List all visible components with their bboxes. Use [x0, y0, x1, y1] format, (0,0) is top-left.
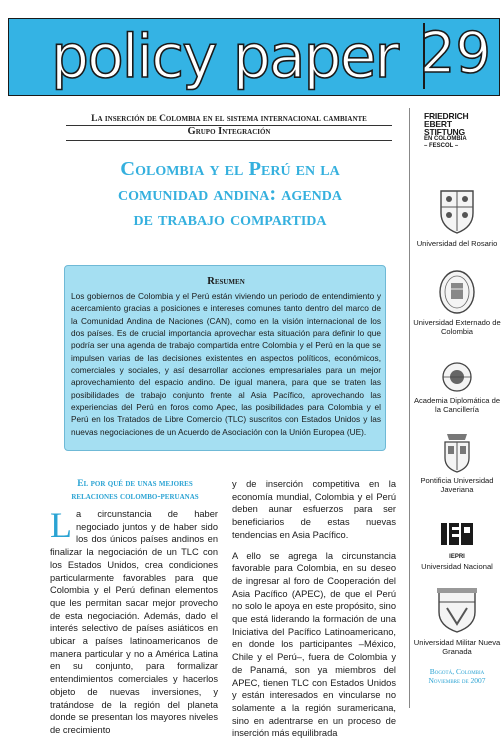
institution-javeriana	[412, 430, 502, 494]
fes-line-3: STIFTUNG	[424, 127, 465, 137]
fes-line-2: EBERT	[424, 119, 452, 129]
institution-militar	[412, 586, 502, 656]
date-month-year: Noviembre de 2007	[428, 676, 486, 685]
institution-label: Universidad Nacional	[421, 562, 493, 571]
left-column	[50, 505, 218, 737]
fes-line-1: FRIEDRICH	[424, 111, 469, 121]
iepri-text: IEPRI	[449, 554, 465, 560]
institution-label: Universidad Militar Nueva Granada	[413, 638, 501, 656]
policy-paper-banner	[8, 18, 500, 96]
section-heading	[60, 478, 210, 504]
institution-nacional	[412, 519, 502, 571]
drop-cap: L	[50, 505, 72, 545]
javeriana-crest-icon	[435, 430, 479, 474]
right-paragraph-1: y de inserción competitiva en la economía mundial, Colombia y el Perú deben aunar esfuerzos para ser beneficiarios de estas nuevas tendencias en Asia Pacífico.	[232, 479, 396, 540]
publication-date	[414, 667, 500, 685]
section-heading-line-1: El por qué de unas mejores	[77, 479, 193, 489]
group-name: Grupo Integración	[187, 126, 271, 137]
institution-label: Universidad del Rosario	[416, 239, 498, 248]
fes-sub-2: – FESCOL –	[424, 143, 459, 149]
summary-box	[64, 265, 386, 451]
section-heading-line-2: relaciones colombo-peruanas	[71, 492, 199, 502]
date-place: Bogotá, Colombia	[429, 667, 485, 676]
institution-label: Academia Diplomática de la Cancillería	[413, 396, 501, 414]
summary-heading: Resumen	[207, 276, 245, 287]
institution-label: Pontificia Universidad Javeriana	[420, 476, 494, 494]
document-title	[62, 157, 398, 232]
institution-externado	[412, 268, 502, 336]
fes-sub-1: EN COLOMBIA	[424, 136, 467, 142]
issue-number: 29	[419, 21, 491, 86]
institution-rosario	[412, 185, 502, 248]
institution-label: Universidad Externado de Colombia	[413, 318, 501, 336]
title-line-1: Colombia y el Perú en la	[120, 158, 340, 180]
militar-shield-icon	[433, 586, 481, 636]
header-divider-bottom	[66, 140, 392, 141]
title-line-2: comunidad andina: agenda	[118, 183, 342, 205]
academia-crest-icon	[435, 360, 479, 394]
iepri-logo-icon	[435, 519, 479, 553]
right-paragraph-2: A ello se agrega la circunstancia favorable para Colombia, en su deseo de ingresar al foro de Cooperación del Asia Pacífico (APEC), de que el Perú no solo le apoya en este propósito, sino que está liderando la formación de una Iniciativa del Pacífico Latinoamericano, en donde los participantes –México, Chile y el Perú–, fuera de Colombia y de Panamá, son ya miembros del APEC, tienen TLC con Estados Unidos y están interesados en vincularse no solamente a la región suramericana, sino en adentrarse en un proceso de inserción más equilibrada	[232, 550, 396, 739]
title-line-3: de trabajo compartida	[133, 208, 327, 230]
left-column-text: a circunstancia de haber negociado juntos y de haber sido los dos únicos países andinos en finalizar la negociación de un TLC con los Estados Unidos, crea condiciones particularmente favorables para que Colombia y el Perú definan elementos que les permitan sacar mejor provecho de esta negociación. Además, dado el interés selectivo de países asiáticos en ubicar a países latinoamericanos de manera particular y no a América Latina en su conjunto, para formalizar entendimientos comerciales y hacerlos objeto de nuevas inversiones, y tratándose de la región del planeta donde se presentan los mayores niveles de crecimiento	[50, 509, 218, 735]
series-line: La inserción de Colombia en el sistema internacional cambiante	[91, 114, 367, 124]
right-column	[232, 478, 396, 740]
externado-seal-icon	[435, 268, 479, 316]
institution-academia	[412, 360, 502, 414]
sidebar-divider	[409, 108, 410, 708]
fes-logo	[424, 112, 494, 150]
rosario-shield-icon	[435, 185, 479, 237]
summary-text: Los gobiernos de Colombia y el Perú están viviendo un periodo de entendimiento y acercamiento gracias a posiciones e intereses comunes tanto dentro del marco de la Comunidad Andina de Naciones (CAN), como en la visión internacional de los dos países. Es de crucial importancia aprovechar esta situación para definir lo que podría ser una agenda de trabajo compartida entre Colombia y el Perú en la que se impulsen varias de las decisiones existentes en aspectos políticos, económicos, comerciales y sociales, y así desarrollar acciones empresariales para un mejor aprovechamiento del espacio andino. De igual manera, para que se traten las posibilidades de trabajo conjunto frente al Asia Pacífico, aprovechando las experiencias del Perú en foros como Apec, las posibilidades para Colombia y el Perú en los Tratados de Libre Comercio (TLC) suscritos con Estados Unidos y las nuevas negociaciones de un Acuerdo de Asociación con la Unión Europea (UE).	[71, 291, 381, 437]
banner-title: policy paper	[51, 22, 398, 92]
